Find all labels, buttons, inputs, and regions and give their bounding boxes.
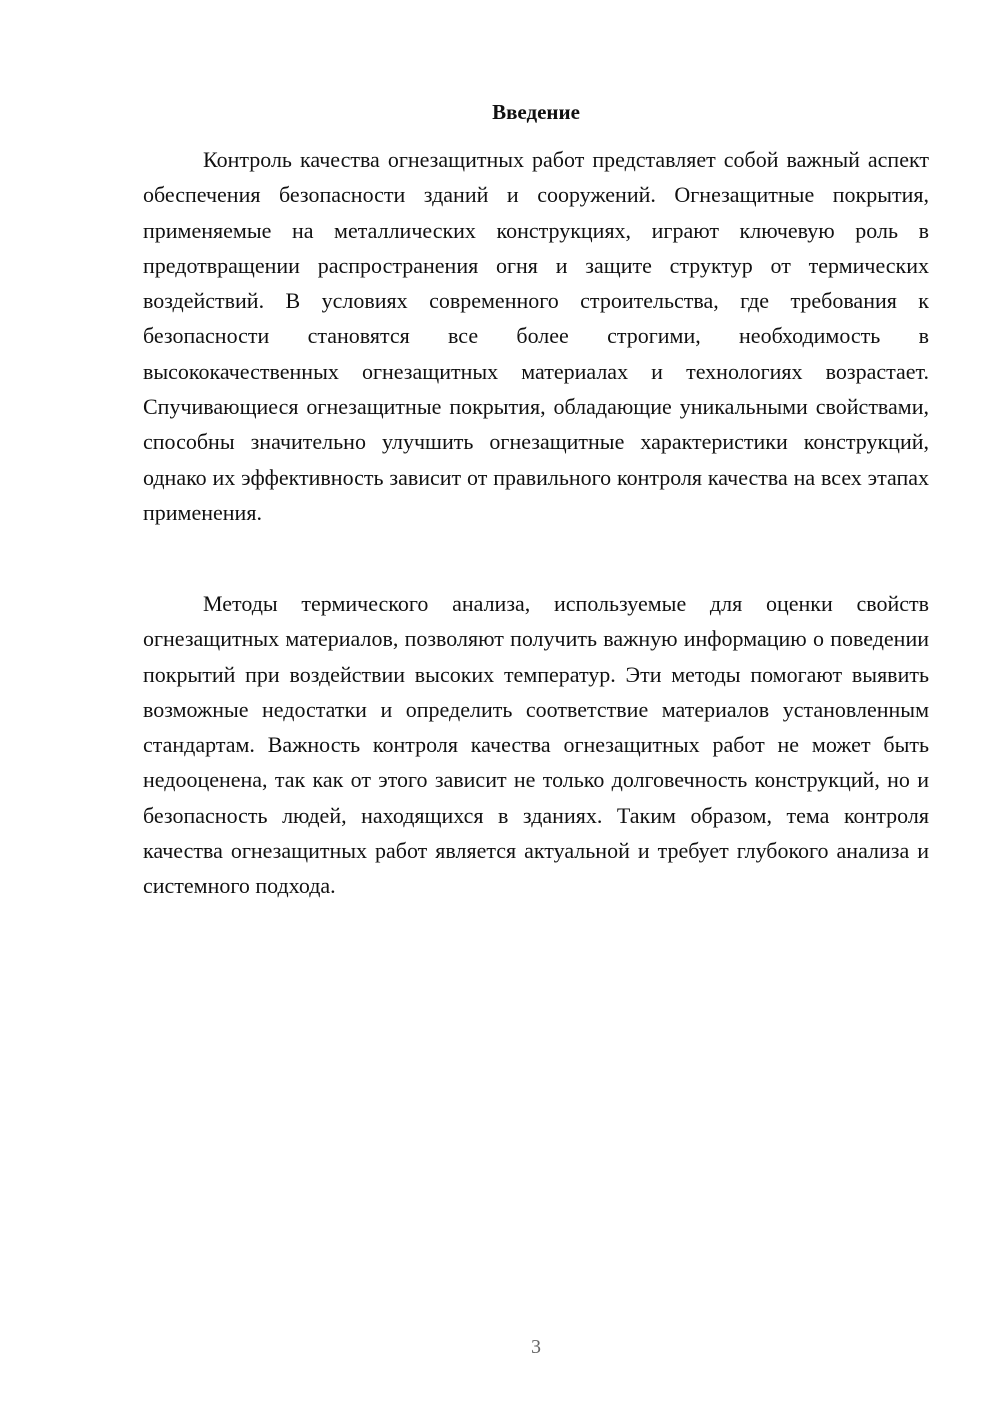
section-heading: Введение [492, 100, 580, 124]
page-number: 3 [531, 1336, 541, 1358]
paragraph-2: Методы термического анализа, используемые для оценки свойств огнезащитных материалов, позволяют получить важную информацию о поведении покрытий при воздействии высоких температур. Эти методы помогают выявить возможные недостатки и определить соответствие материалов установленным стандартам. Важность контроля качества огнезащитных работ не может быть недооценена, так как от этого зависит не только долговечность конструкций, но и безопасность людей, находящихся в зданиях. Таким образом, тема контроля качества огнезащитных работ является актуальной и требует глубокого анализа и системного подхода. [143, 591, 929, 899]
paragraph-1: Контроль качества огнезащитных работ представляет собой важный аспект обеспечения безопасности зданий и сооружений. Огнезащитные покрытия, применяемые на металлических конструкциях, играют ключевую роль в предотвращении распространения огня и защите структур от термических воздействий. В условиях современного строительства, где требования к безопасности становятся все более строгими, необходимость в высококачественных огнезащитных материалах и технологиях возрастает. Спучивающиеся огнезащитные покрытия, обладающие уникальными свойствами, способны значительно улучшить огнезащитные характеристики конструкций, однако их эффективность зависит от правильного контроля качества на всех этапах применения. [143, 147, 929, 525]
